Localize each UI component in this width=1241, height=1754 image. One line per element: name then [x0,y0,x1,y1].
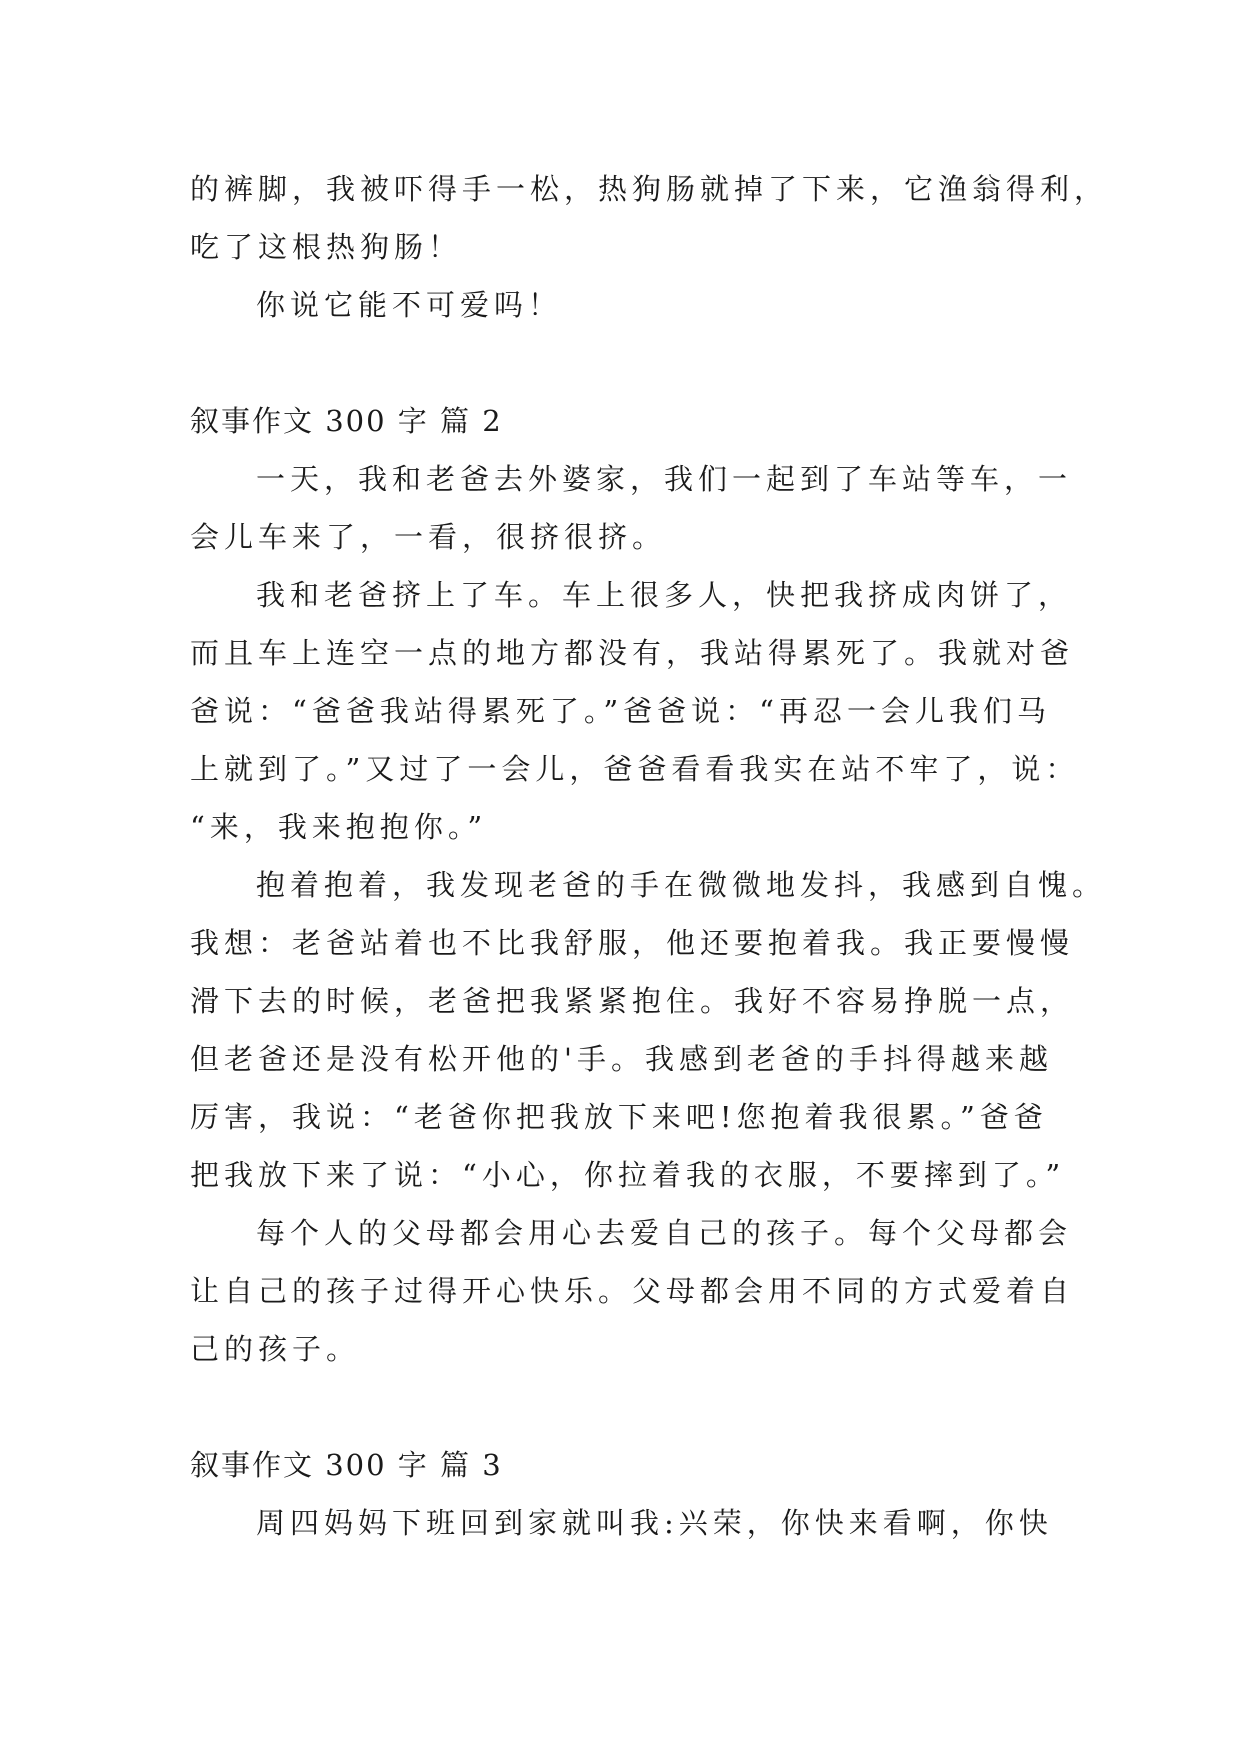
paragraph-line: 而且车上连空一点的地方都没有，我站得累死了。我就对爸 [190,636,1075,670]
paragraph-line: 一天，我和老爸去外婆家，我们一起到了车站等车，一 [256,462,1073,496]
paragraph-line: “来，我来抱抱你。” [190,810,488,844]
paragraph-line: 厉害，我说：“老爸你把我放下来吧!您抱着我很累。”爸爸 [190,1100,1048,1134]
paragraph-line: 会儿车来了，一看，很挤很挤。 [190,520,667,554]
paragraph-line: 抱着抱着，我发现老爸的手在微微地发抖，我感到自愧。 [256,868,1107,902]
paragraph-line: 周四妈妈下班回到家就叫我:兴荣，你快来看啊，你快 [256,1506,1053,1540]
paragraph-line: 吃了这根热狗肠！ [190,230,463,264]
section-gap [190,1378,1090,1436]
paragraph-line: 我想：老爸站着也不比我舒服，他还要抱着我。我正要慢慢 [190,926,1075,960]
paragraph-line: 滑下去的时候，老爸把我紧紧抱住。我好不容易挣脱一点， [190,984,1075,1018]
paragraph-line: 爸说：“爸爸我站得累死了。”爸爸说：“再忍一会儿我们马 [190,694,1051,728]
paragraph-line: 把我放下来了说：“小心，你拉着我的衣服，不要摔到了。” [190,1158,1066,1192]
document-body [190,160,1109,1552]
paragraph-line: 我和老爸挤上了车。车上很多人，快把我挤成肉饼了， [256,578,1073,612]
paragraph-line: 上就到了。”又过了一会儿，爸爸看看我实在站不牢了，说： [190,752,1080,786]
section-heading-3: 叙事作文 300 字 篇 3 [190,1448,503,1482]
section-heading-2: 叙事作文 300 字 篇 2 [190,404,503,438]
paragraph-line: 的裤脚，我被吓得手一松，热狗肠就掉了下来，它渔翁得利， [190,172,1109,206]
section-gap [190,334,1090,392]
paragraph-line: 让自己的孩子过得开心快乐。父母都会用不同的方式爱着自 [190,1274,1075,1308]
paragraph-line: 每个人的父母都会用心去爱自己的孩子。每个父母都会 [256,1216,1073,1250]
paragraph-line: 你说它能不可爱吗！ [256,288,563,322]
paragraph-line: 但老爸还是没有松开他的'手。我感到老爸的手抖得越来越 [190,1042,1053,1076]
paragraph-line: 己的孩子。 [190,1332,361,1366]
